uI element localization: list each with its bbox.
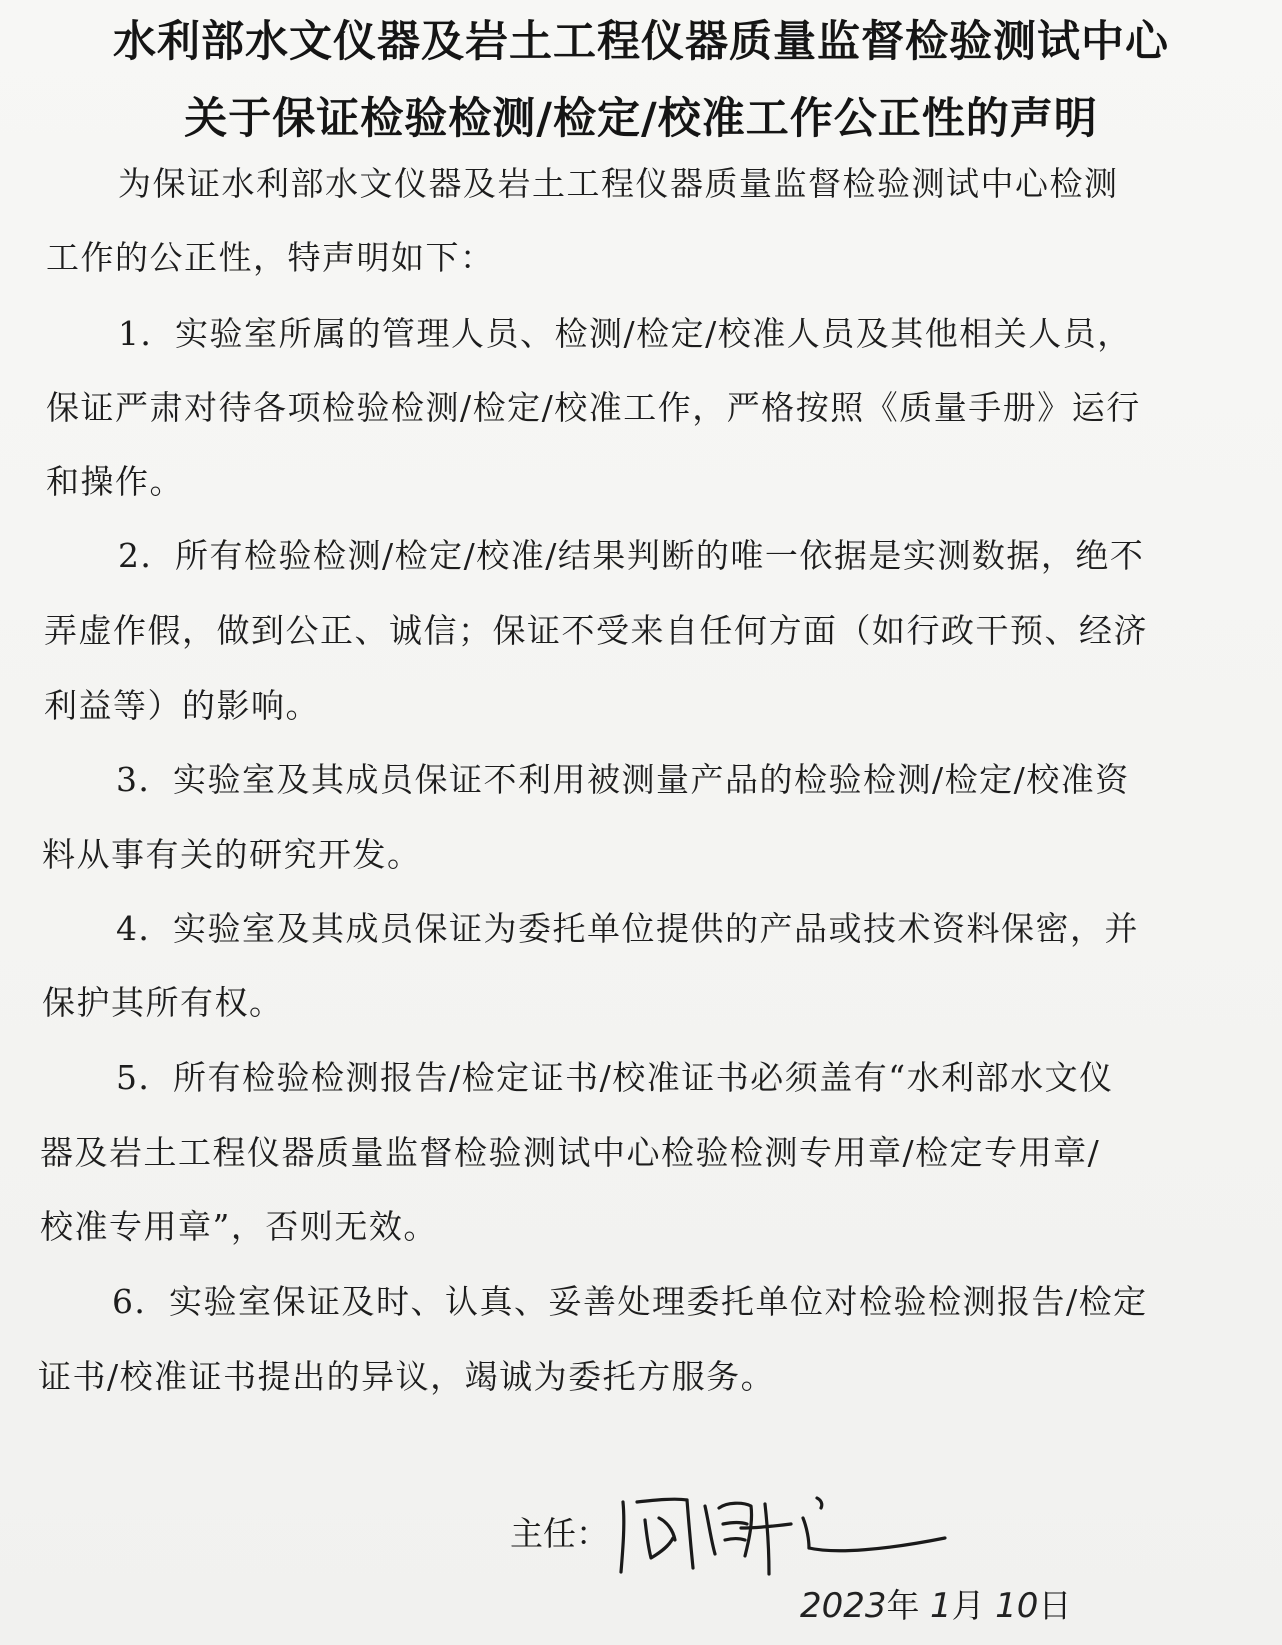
- document-title-line-1: 水利部水文仪器及岩土工程仪器质量监督检验测试中心: [113, 17, 1169, 67]
- body-line-2: 工作的公正性，特声明如下：: [46, 238, 495, 277]
- clause-2-line-1: 2．所有检验检测/检定/校准/结果判断的唯一依据是实测数据，绝不: [118, 536, 1145, 575]
- clause-2-line-3: 利益等）的影响。: [44, 686, 320, 725]
- clause-1-line-2: 保证严肃对待各项检验检测/检定/校准工作，严格按照《质量手册》运行: [46, 388, 1141, 427]
- clause-6-line-1: 6．实验室保证及时、认真、妥善处理委托单位对检验检测报告/检定: [112, 1282, 1148, 1321]
- date-month-unit: 月: [951, 1586, 985, 1625]
- signature-date: [800, 1580, 1071, 1640]
- clause-6-line-2: 证书/校准证书提出的异议，竭诚为委托方服务。: [38, 1357, 776, 1396]
- handwritten-signature: [615, 1488, 955, 1578]
- clause-5-line-3: 校准专用章”，否则无效。: [40, 1207, 438, 1246]
- clause-1-line-1: 1．实验室所属的管理人员、检测/检定/校准人员及其他相关人员，: [118, 314, 1132, 353]
- clause-3-line-1: 3．实验室及其成员保证不利用被测量产品的检验检测/检定/校准资: [116, 760, 1130, 799]
- clause-4-line-2: 保护其所有权。: [42, 983, 284, 1022]
- clause-5-line-2: 器及岩土工程仪器质量监督检验测试中心检验检测专用章/检定专用章/: [40, 1133, 1101, 1172]
- clause-2-line-2: 弄虚作假，做到公正、诚信；保证不受来自任何方面（如行政干预、经济: [44, 611, 1148, 650]
- body-line-1: 为保证水利部水文仪器及岩土工程仪器质量监督检验测试中心检测: [118, 164, 1119, 203]
- director-label: 主任：: [510, 1514, 609, 1553]
- clause-1-line-3: 和操作。: [46, 462, 184, 501]
- clause-4-line-1: 4．实验室及其成员保证为委托单位提供的产品或技术资料保密，并: [116, 909, 1139, 948]
- document-title-line-2: 关于保证检验检测/检定/校准工作公正性的声明: [184, 94, 1098, 144]
- date-day-handwritten: 10: [995, 1586, 1039, 1626]
- date-year-handwritten: 2023: [800, 1586, 887, 1626]
- clause-3-line-2: 料从事有关的研究开发。: [42, 835, 422, 874]
- clause-5-line-1: 5．所有检验检测报告/检定证书/校准证书必须盖有“水利部水文仪: [116, 1058, 1114, 1097]
- date-day-unit: 日: [1038, 1586, 1072, 1625]
- date-year-unit: 年: [886, 1586, 920, 1625]
- date-month-handwritten: 1: [930, 1586, 952, 1626]
